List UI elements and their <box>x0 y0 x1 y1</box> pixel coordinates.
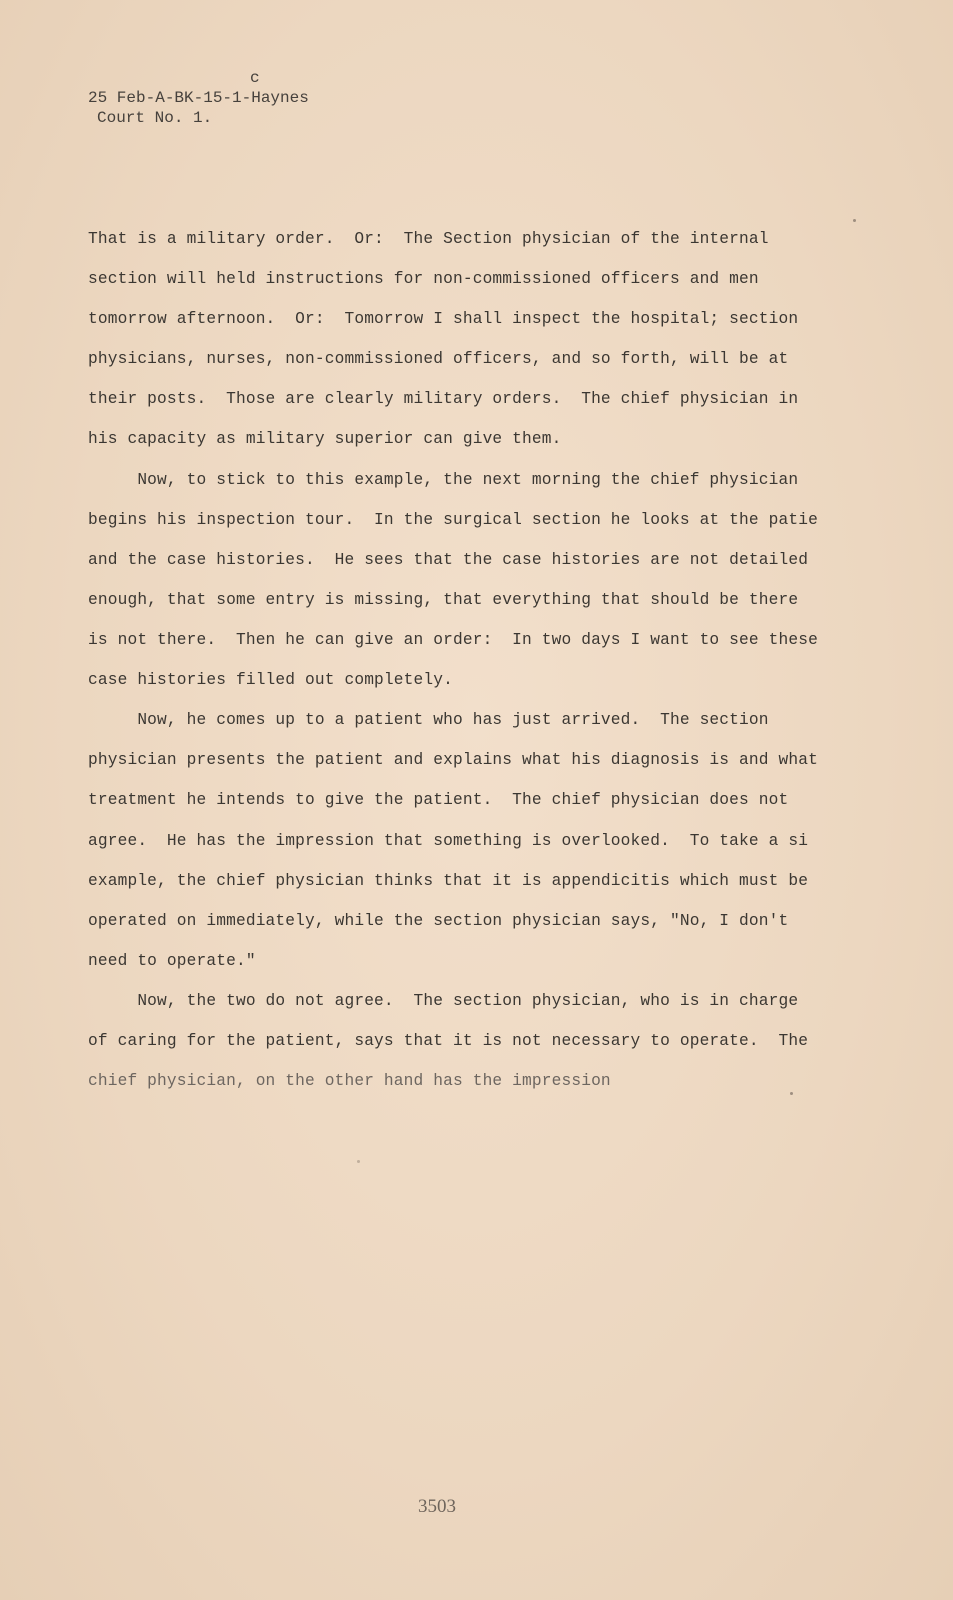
text-line: operated on immediately, while the section physician says, "No, I don't <box>88 912 789 930</box>
text-line: agree. He has the impression that something is overlooked. To take a si <box>88 832 809 850</box>
text-line: case histories filled out completely. <box>88 671 453 689</box>
text-line: his capacity as military superior can give them. <box>88 430 562 448</box>
header-court: Court No. 1. <box>97 109 213 127</box>
text-line: and the case histories. He sees that the case histories are not detailed <box>88 551 809 569</box>
paper-speck <box>853 219 856 222</box>
text-line: section will held instructions for non-commissioned officers and men <box>88 270 759 288</box>
header-mark: c <box>250 69 260 87</box>
text-line: their posts. Those are clearly military orders. The chief physician in <box>88 390 799 408</box>
text-line: begins his inspection tour. In the surgical section he looks at the patie <box>88 511 818 529</box>
text-line: Now, he comes up to a patient who has just arrived. The section <box>88 711 769 729</box>
text-line: chief physician, on the other hand has the impression <box>88 1072 611 1090</box>
paper-speck <box>790 1092 793 1095</box>
text-line: example, the chief physician thinks that it is appendicitis which must be <box>88 872 809 890</box>
text-line: physician presents the patient and explains what his diagnosis is and what <box>88 751 818 769</box>
header-reference: 25 Feb-A-BK-15-1-Haynes <box>88 89 309 107</box>
text-line: is not there. Then he can give an order: In two days I want to see these <box>88 631 818 649</box>
text-line: enough, that some entry is missing, that everything that should be there <box>88 591 799 609</box>
text-line: tomorrow afternoon. Or: Tomorrow I shall inspect the hospital; section <box>88 310 799 328</box>
text-line: That is a military order. Or: The Section physician of the internal <box>88 230 769 248</box>
text-line: treatment he intends to give the patient. The chief physician does not <box>88 791 789 809</box>
text-line: need to operate." <box>88 952 256 970</box>
text-line: Now, to stick to this example, the next morning the chief physician <box>88 471 799 489</box>
page-number: 3503 <box>418 1496 456 1517</box>
text-line: of caring for the patient, says that it is not necessary to operate. The <box>88 1032 809 1050</box>
paper-speck <box>357 1160 360 1163</box>
text-line: physicians, nurses, non-commissioned officers, and so forth, will be at <box>88 350 789 368</box>
text-line: Now, the two do not agree. The section physician, who is in charge <box>88 992 799 1010</box>
